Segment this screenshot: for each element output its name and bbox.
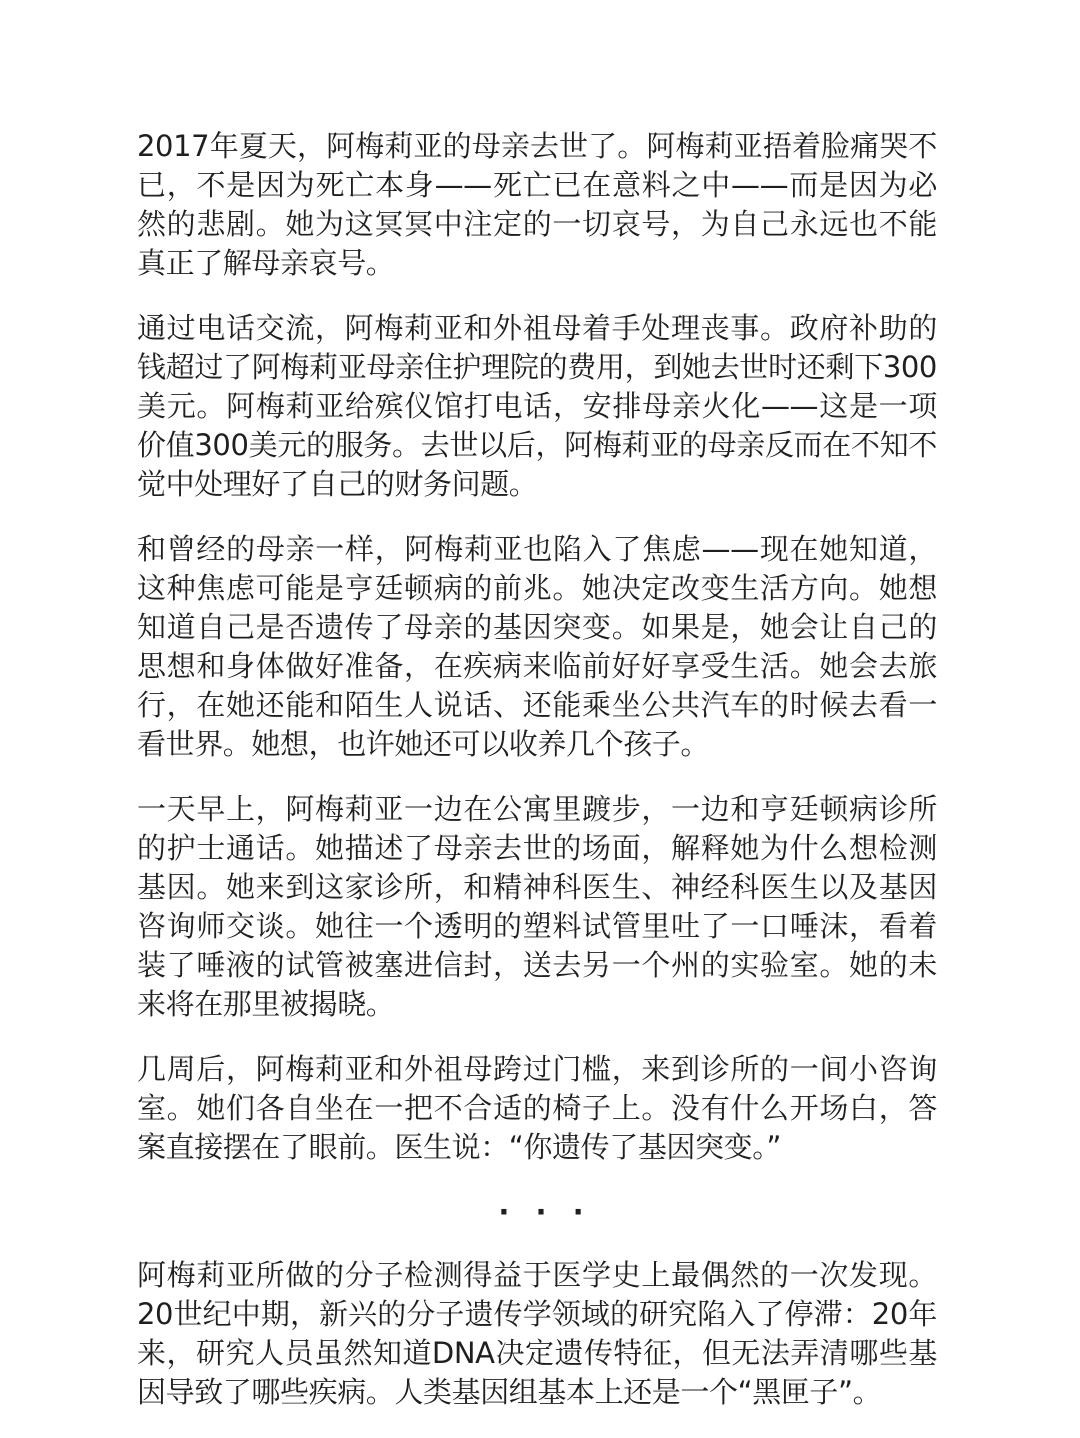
- paragraph-diagnosis: 几周后，阿梅莉亚和外祖母跨过门槛，来到诊所的一间小咨询室。她们各自坐在一把不合适的椅子上。没有什么开场白，答案直接摆在了眼前。医生说：“你遗传了基因突变。”: [137, 1052, 937, 1164]
- section-divider: · · ·: [498, 1195, 592, 1229]
- paragraph-clinic-call: 一天早上，阿梅莉亚一边在公寓里踱步，一边和亨廷顿病诊所的护士通话。她描述了母亲去世的场面，解释她为什么想检测基因。她来到这家诊所，和精神科医生、神经科医生以及基因咨询师交谈。她往一个透明的塑料试管里吐了一口唾沫，看着装了唾液的试管被塞进信封，送去另一个州的实验室。她的未来将在那里被揭晓。: [137, 792, 937, 1021]
- paragraph-anxiety-decision: 和曾经的母亲一样，阿梅莉亚也陷入了焦虑——现在她知道，这种焦虑可能是亨廷顿病的前兆。她决定改变生活方向。她想知道自己是否遗传了母亲的基因突变。如果是，她会让自己的思想和身体做好准备，在疾病来临前好好享受生活。她会去旅行，在她还能和陌生人说话、还能乘坐公共汽车的时候去看一看世界。她想，也许她还可以收养几个孩子。: [137, 532, 937, 761]
- paragraph-funeral-arrangements: 通过电话交流，阿梅莉亚和外祖母着手处理丧事。政府补助的钱超过了阿梅莉亚母亲住护理院的费用，到她去世时还剩下300美元。阿梅莉亚给殡仪馆打电话，安排母亲火化——这是一项价值300美元的服务。去世以后，阿梅莉亚的母亲反而在不知不觉中处理好了自己的财务问题。: [137, 311, 937, 501]
- paragraph-mother-death: 2017年夏天，阿梅莉亚的母亲去世了。阿梅莉亚捂着脸痛哭不已，不是因为死亡本身——死亡已在意料之中——而是因为必然的悲剧。她为这冥冥中注定的一切哀号，为自己永远也不能真正了解母亲哀号。: [137, 129, 937, 280]
- paragraph-molecular-testing: 阿梅莉亚所做的分子检测得益于医学史上最偶然的一次发现。20世纪中期，新兴的分子遗传学领域的研究陷入了停滞：20年来，研究人员虽然知道DNA决定遗传特征，但无法弄清哪些基因导致了哪些疾病。人类基因组基本上还是一个“黑匣子”。: [137, 1258, 937, 1409]
- article-body: [137, 127, 937, 1438]
